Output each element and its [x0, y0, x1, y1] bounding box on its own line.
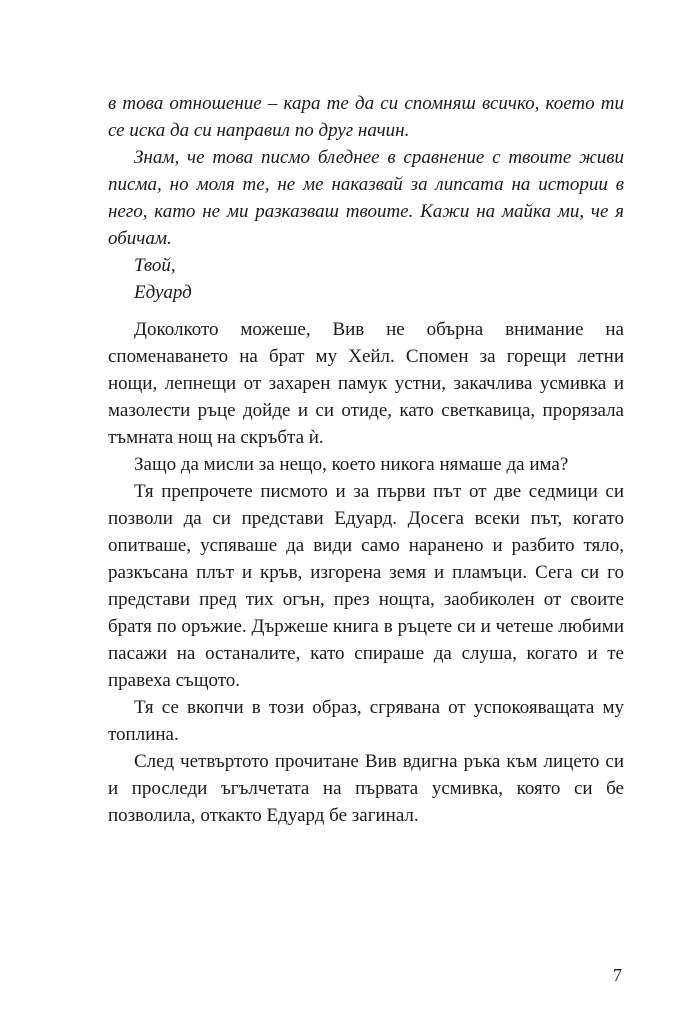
narrative-text: [108, 316, 624, 829]
narrative-paragraph-2: Защо да мисли за нещо, което никога нямаше да има?: [134, 454, 569, 475]
narrative-paragraph-4: Тя се вкопчи в този образ, сгрявана от успокояващата му топлина.: [108, 697, 624, 745]
letter-text: [108, 90, 624, 306]
narrative-paragraph-3: Тя препрочете писмото и за първи път от две седмици си позволи да си представи Едуард. Досега всеки път, когато опитваше, успяваше да види само наранено и разбито тяло, разкъсана плът и кръв, изгорена земя и пламъци. Сега си го представи пред тих огън, през нощта, заобиколен от своите братя по оръжие. Държеше книга в ръцете си и четеше любими пасажи на останалите, като спираше да слуша, когато и те правеха същото.: [108, 481, 624, 691]
narrative-paragraph-1: Доколкото можеше, Вив не обърна внимание на споменаването на брат му Хейл. Спомен за горещи летни нощи, лепнещи от захарен памук устни, закачлива усмивка и мазолести ръце дойде и си отиде, като светкавица, прорязала тъмната нощ на скръбта ѝ.: [108, 319, 624, 448]
page-number: 7: [613, 965, 622, 985]
letter-paragraph-1: в това отношение – кара те да си спомняш всичко, което ти се иска да си направил по друг начин.: [108, 93, 624, 141]
narrative-paragraph-5: След четвъртото прочитане Вив вдигна ръка към лицето си и проследи ъгълчетата на първата усмивка, която си бе позволила, откакто Едуард бе загинал.: [108, 751, 624, 826]
letter-signature: Едуард: [134, 282, 192, 303]
letter-paragraph-2: Знам, че това писмо бледнее в сравнение с твоите живи писма, но моля те, не ме наказвай за липсата на истории в него, като не ми разказваш твоите. Кажи на майка ми, че я обичам.: [108, 147, 624, 249]
letter-closing: Твой,: [134, 255, 176, 276]
